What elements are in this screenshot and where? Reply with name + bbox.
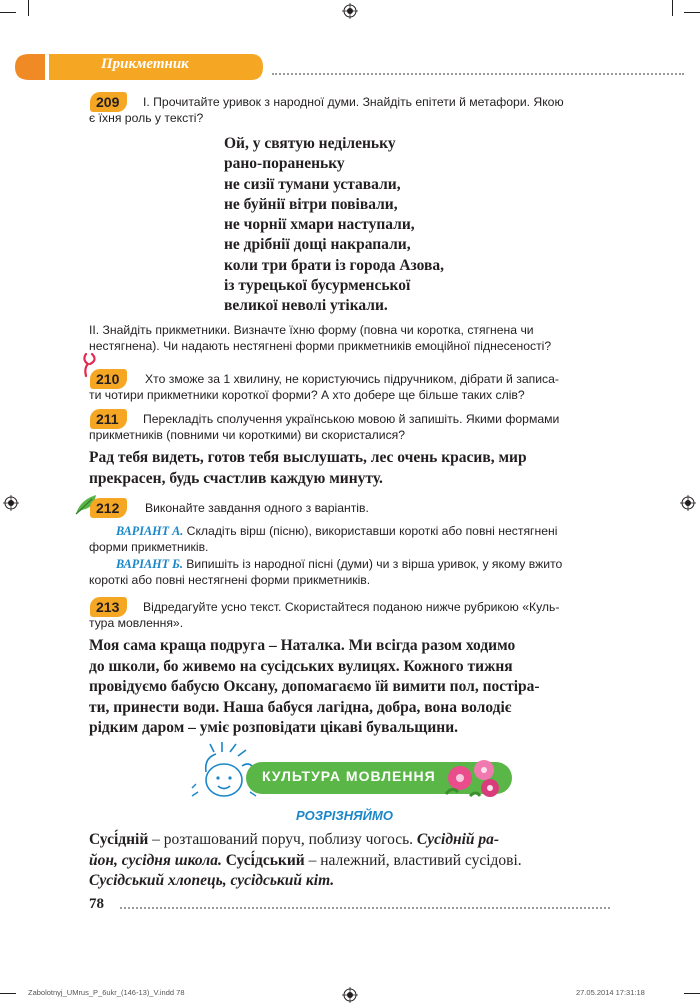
crop-mark — [0, 12, 16, 13]
registration-mark-icon — [342, 3, 358, 19]
poem-line: не чорнії хмари наступали, — [224, 216, 415, 234]
crop-mark — [672, 0, 673, 16]
russian-line: Рад тебя видеть, готов тебя выслушать, лес очень красив, мир — [89, 449, 527, 466]
registration-mark-icon — [3, 495, 19, 511]
edit-text-line: ти, принести води. Наша бабуся лагідна, добра, вона володіє — [89, 698, 512, 716]
crop-mark — [0, 993, 16, 994]
poem-line: не сизії тумани уставали, — [224, 175, 401, 193]
russian-line: прекрасен, будь счастлив каждую минуту. — [89, 469, 383, 487]
task-211-instruction: Перекладіть сполучення українською мовою й запишіть. Якими формами — [143, 412, 560, 426]
distinguish-heading: РОЗРІЗНЯЙМО — [296, 808, 393, 823]
poem-line: не буйнії вітри повівали, — [224, 195, 398, 213]
task-212-variant-a: ВАРІАНТ А. Складіть вірш (пісню), використавши короткі або повні нестягнені — [116, 524, 558, 538]
task-number-badge: 212 — [90, 498, 127, 518]
russian-phrases — [89, 448, 609, 489]
task-209-instruction: І. Прочитайте уривок з народної думи. Знайдіть епітети й метафори. Якою — [143, 95, 564, 109]
edit-text-line: Моя сама краща подруга – Наталка. Ми всігда разом ходимо — [89, 637, 516, 654]
edit-text — [89, 636, 610, 739]
poem-line: із турецької бусурменської — [224, 277, 411, 295]
footer-dotted-rule — [120, 907, 610, 909]
task-210-instruction-cont: ти чотири прикметники короткої форми? А хто добере ще більше таких слів? — [89, 388, 525, 402]
poem-line: коли три брати із города Азова, — [224, 256, 445, 274]
edit-text-line: до школи, бо живемо на сусідських вулицях. Кожного тижня — [89, 657, 513, 675]
crop-mark — [28, 0, 29, 16]
poem-line: Ой, у святую неділеньку — [224, 135, 396, 152]
task-212-variant-a-cont: форми прикметників. — [89, 540, 209, 554]
footer-file-name: Zabolotnyj_UMrus_P_6ukr_(146-13)_V.indd 78 — [28, 988, 185, 997]
footer-timestamp: 27.05.2014 17:31:18 — [576, 988, 645, 997]
poem-line: рано-пораненьку — [224, 155, 345, 173]
task-209-part2-cont: нестягнена). Чи надають нестягнені форми прикметників емоційної піднесеності? — [89, 339, 552, 353]
term-word: Сусі́дський — [221, 851, 305, 869]
task-number-badge: 211 — [90, 409, 127, 429]
task-209-instruction-cont: є їхня роль у тексті? — [89, 111, 204, 125]
poem-line: великої неволі утікали. — [224, 297, 388, 315]
page-number: 78 — [89, 896, 104, 912]
variant-a-label: ВАРІАНТ А. — [116, 524, 184, 538]
registration-mark-icon — [680, 495, 696, 511]
registration-mark-icon — [342, 987, 358, 1003]
task-212-instruction: Виконайте завдання одного з варіантів. — [145, 501, 369, 515]
task-213-instruction: Відредагуйте усно текст. Скористайтеся поданою нижче рубрикою «Куль- — [143, 600, 560, 614]
task-number-badge: 209 — [90, 92, 127, 112]
edit-text-line: провідуємо бабусю Оксану, допомагаємо їй вимити пол, постіра- — [89, 678, 540, 695]
task-210-instruction: Хто зможе за 1 хвилину, не користуючись підручником, дібрати й записа- — [145, 372, 559, 386]
culture-banner-label: КУЛЬТУРА МОВЛЕННЯ — [262, 768, 436, 784]
header-dotted-rule — [272, 73, 684, 75]
task-212-variant-b-cont: короткі або повні нестягнені форми прикметників. — [89, 573, 371, 587]
task-211-instruction-cont: прикметників (повними чи короткими) ви скористалися? — [89, 428, 406, 442]
task-number-badge: 210 — [90, 369, 127, 389]
section-title: Прикметник — [101, 56, 189, 72]
variant-b-label: ВАРІАНТ Б. — [116, 557, 183, 571]
edit-text-line: рідким даром – уміє розповідати цікаві бувальщини. — [89, 719, 458, 736]
task-213-instruction-cont: тура мовлення». — [89, 616, 184, 630]
crop-mark — [684, 993, 700, 994]
task-209-part2: ІІ. Знайдіть прикметники. Визначте їхню форму (повна чи коротка, стягнена чи — [89, 323, 534, 337]
task-number-badge: 213 — [90, 597, 127, 617]
task-212-variant-b: ВАРІАНТ Б. Випишіть із народної пісні (думи) чи з вірша уривок, у якому вжито — [116, 557, 563, 571]
crop-mark — [684, 12, 700, 13]
flower-icon — [440, 756, 510, 800]
poem-excerpt — [224, 134, 444, 317]
term-word: Сусі́дній — [89, 831, 149, 848]
distinguish-definitions: Сусі́дній – розташований поруч, поблизу чогось. Сусідній ра- йон, сусідня школа. Сусі́дський – належний, властивий сусідові. Сусідський хлопець, сусідський кіт. — [89, 831, 522, 889]
poem-line: не дрібнії дощі накрапали, — [224, 236, 411, 254]
